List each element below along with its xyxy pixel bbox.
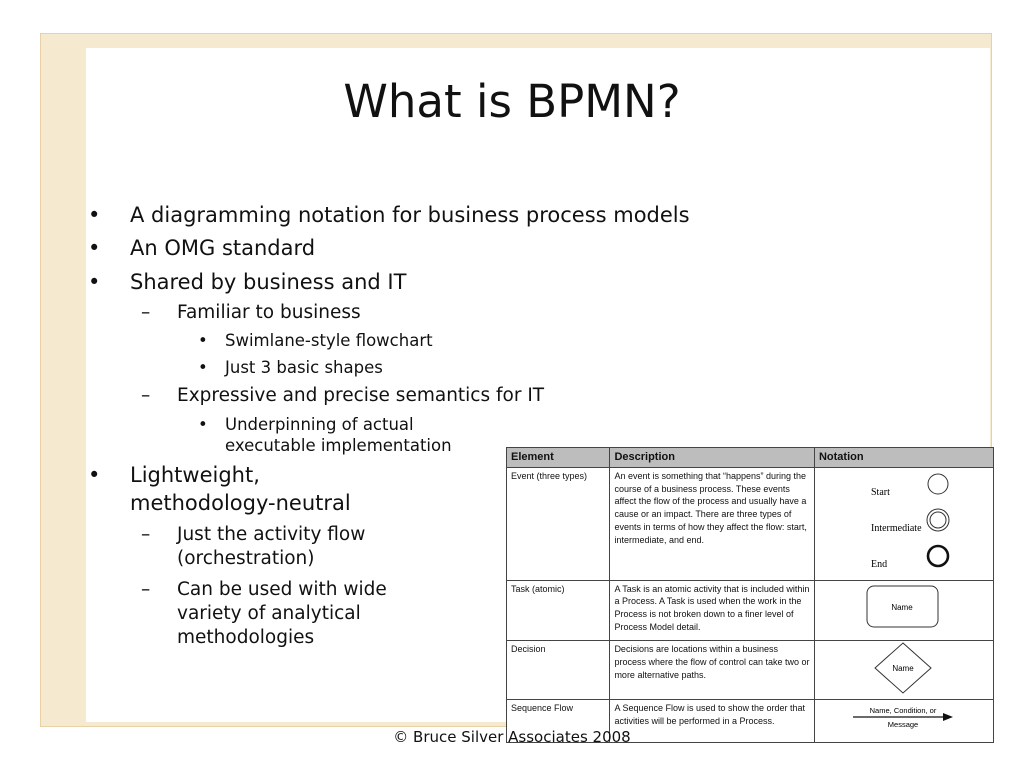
table-row-event [507,467,994,580]
cell-description: A Sequence Flow is used to show the order that activities will be performed in a Process. [610,700,815,743]
cell-description: An event is something that “happens” during the course of a business process. These events affect the flow of the process and usually have a cause or an impact. There are three types of events in terms of how they affect the flow: start, intermediate, and end. [610,467,815,580]
sub-bullet-text: Familiar to business [177,302,361,323]
arrow-head-icon [943,713,953,721]
bullet-marker: • [88,203,101,227]
intermediate-event-inner-ring [930,512,946,528]
task-shape-label: Name [891,602,913,612]
cell-notation-task [814,580,993,641]
bullet-text: Lightweight, [130,463,260,487]
cell-element: Sequence Flow [507,700,610,743]
task-notation-svg [815,581,993,637]
table-row-task [507,580,994,641]
slide-title: What is BPMN? [343,75,681,128]
dash-marker: – [141,385,151,406]
sub-bullet-text: Can be used with wide [177,579,387,600]
cell-description: Decisions are locations within a business process where the flow of control can take two or more alternative paths. [610,641,815,700]
sub-sub-bullet-text-cont: executable implementation [225,436,452,455]
flow-label-line1: Name, Condition, or [869,706,937,716]
intermediate-label: Intermediate [870,522,922,534]
table-row-decision [507,641,994,700]
dash-marker: – [141,302,151,323]
sub-bullet-text-cont: (orchestration) [177,548,315,569]
cell-element: Task (atomic) [507,580,610,641]
column-header-element: Element [507,448,610,468]
dash-marker: – [141,579,151,600]
cell-element: Decision [507,641,610,700]
column-header-notation: Notation [814,448,993,468]
sub-bullet-text-cont: variety of analytical [177,603,361,624]
slide-footer: © Bruce Silver Associates 2008 [393,728,631,746]
bullet-text-cont: methodology-neutral [130,491,351,515]
bullet-marker: • [88,463,101,487]
bullet-text: An OMG standard [130,236,316,260]
end-event-icon [928,546,948,566]
cell-element: Event (three types) [507,467,610,580]
bullet-marker: • [88,270,101,294]
sub-sub-bullet-text: Underpinning of actual [225,415,414,434]
bullet-text: Shared by business and IT [130,270,407,294]
bullet-text: A diagramming notation for business process models [130,203,690,227]
decision-shape-label: Name [892,664,914,674]
column-header-description: Description [610,448,815,468]
cell-notation-events [814,467,993,580]
sub-sub-bullet-text: Just 3 basic shapes [225,358,383,377]
event-notation-svg [815,468,993,576]
sub-bullet-text-cont: methodologies [177,627,315,648]
bullet-marker: • [88,236,101,260]
bullet-marker: • [198,415,208,434]
sub-bullet-text: Just the activity flow [177,524,366,545]
bullet-marker: • [198,358,208,377]
start-label: Start [870,486,890,498]
end-label: End [870,558,888,570]
sub-sub-bullet-text: Swimlane-style flowchart [225,331,433,350]
bpmn-elements-table [506,447,994,743]
flow-label-line2: Message [887,720,919,730]
dash-marker: – [141,524,151,545]
decision-notation-svg [815,641,993,695]
cell-notation-decision [814,641,993,700]
table-header-row [507,448,994,468]
sub-bullet-text: Expressive and precise semantics for IT [177,385,545,406]
start-event-icon [928,474,948,494]
bullet-marker: • [198,331,208,350]
cell-description: A Task is an atomic activity that is included within a Process. A Task is used when the work in the Process is not broken down to a finer level of Process Model detail. [610,580,815,641]
